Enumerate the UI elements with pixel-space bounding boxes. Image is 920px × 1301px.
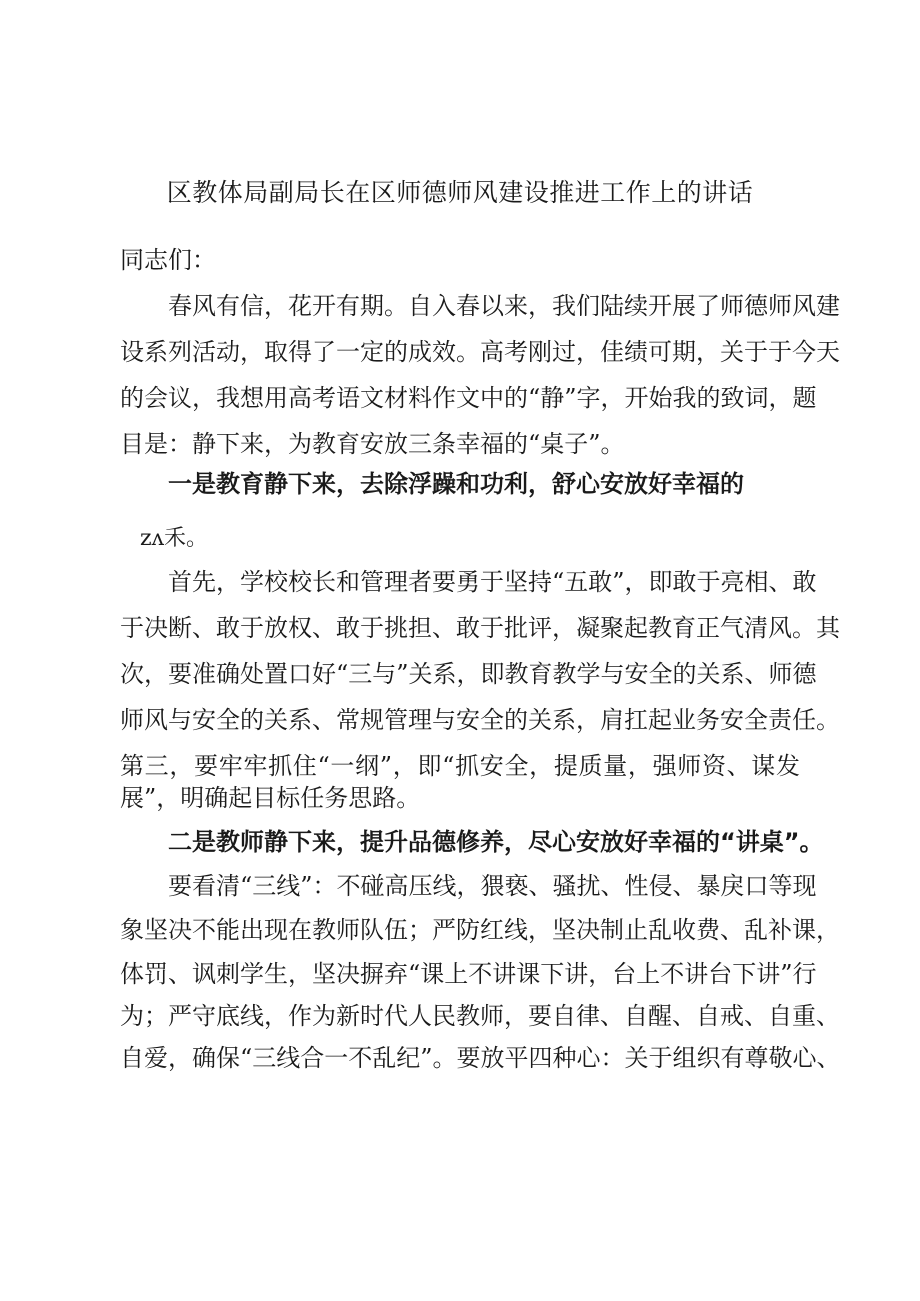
section1-line: 首先，学校校长和管理者要勇于坚持“五敢”，即敢于亮相、敢 xyxy=(168,568,817,596)
section2-line: 象坚决不能出现在教师队伍；严防红线，坚决制止乱收费、乱补课， xyxy=(120,916,840,944)
section2-line: 体罚、讽刺学生，坚决摒弃“课上不讲课下讲，台上不讲台下讲”行 xyxy=(120,960,817,988)
section1-line: 次，要准确处置口好“三与”关系，即教育教学与安全的关系、师德 xyxy=(120,660,817,688)
intro-line: 目是：静下来，为教育安放三条幸福的“桌子”。 xyxy=(120,430,625,458)
intro-line: 设系列活动，取得了一定的成效。高考刚过，佳绩可期，关于于今天 xyxy=(120,338,840,366)
intro-line: 春风有信，花开有期。自入春以来，我们陆续开展了师德师风建 xyxy=(168,292,840,320)
section1-line: 于决断、敢于放权、敢于挑担、敢于批评，凝聚起教育正气清风。其 xyxy=(120,614,840,642)
section1-heading: 一是教育静下来，去除浮躁和功利，舒心安放好幸福的 xyxy=(168,470,744,498)
section2-line: 自爱，确保“三线合一不乱纪”。要放平四种心：关于组织有尊敬心、 xyxy=(120,1044,841,1072)
section2-line: 要看清“三线”：不碰高压线，猥亵、骚扰、性侵、暴戾口等现 xyxy=(168,872,817,900)
section1-heading-fragment: zʌ禾。 xyxy=(140,526,209,551)
salutation: 同志们： xyxy=(120,246,216,274)
section1-line: 展”，明确起目标任务思路。 xyxy=(120,784,421,812)
intro-line: 的会议，我想用高考语文材料作文中的“静”字，开始我的致词，题 xyxy=(120,384,817,412)
section2-line: 为；严守底线，作为新时代人民教师，要自律、自醒、自戒、自重、 xyxy=(120,1002,840,1030)
section1-line: 师风与安全的关系、常规管理与安全的关系，肩扛起业务安全责任。 xyxy=(120,706,840,734)
document-title: 区教体局副局长在区师德师风建设推进工作上的讲话 xyxy=(166,178,754,207)
section2-heading: 二是教师静下来，提升品德修养，尽心安放好幸福的“讲桌”。 xyxy=(168,828,824,856)
section1-line: 第三，要牢牢抓住“一纲”，即“抓安全，提质量，强师资、谋发 xyxy=(120,752,800,780)
